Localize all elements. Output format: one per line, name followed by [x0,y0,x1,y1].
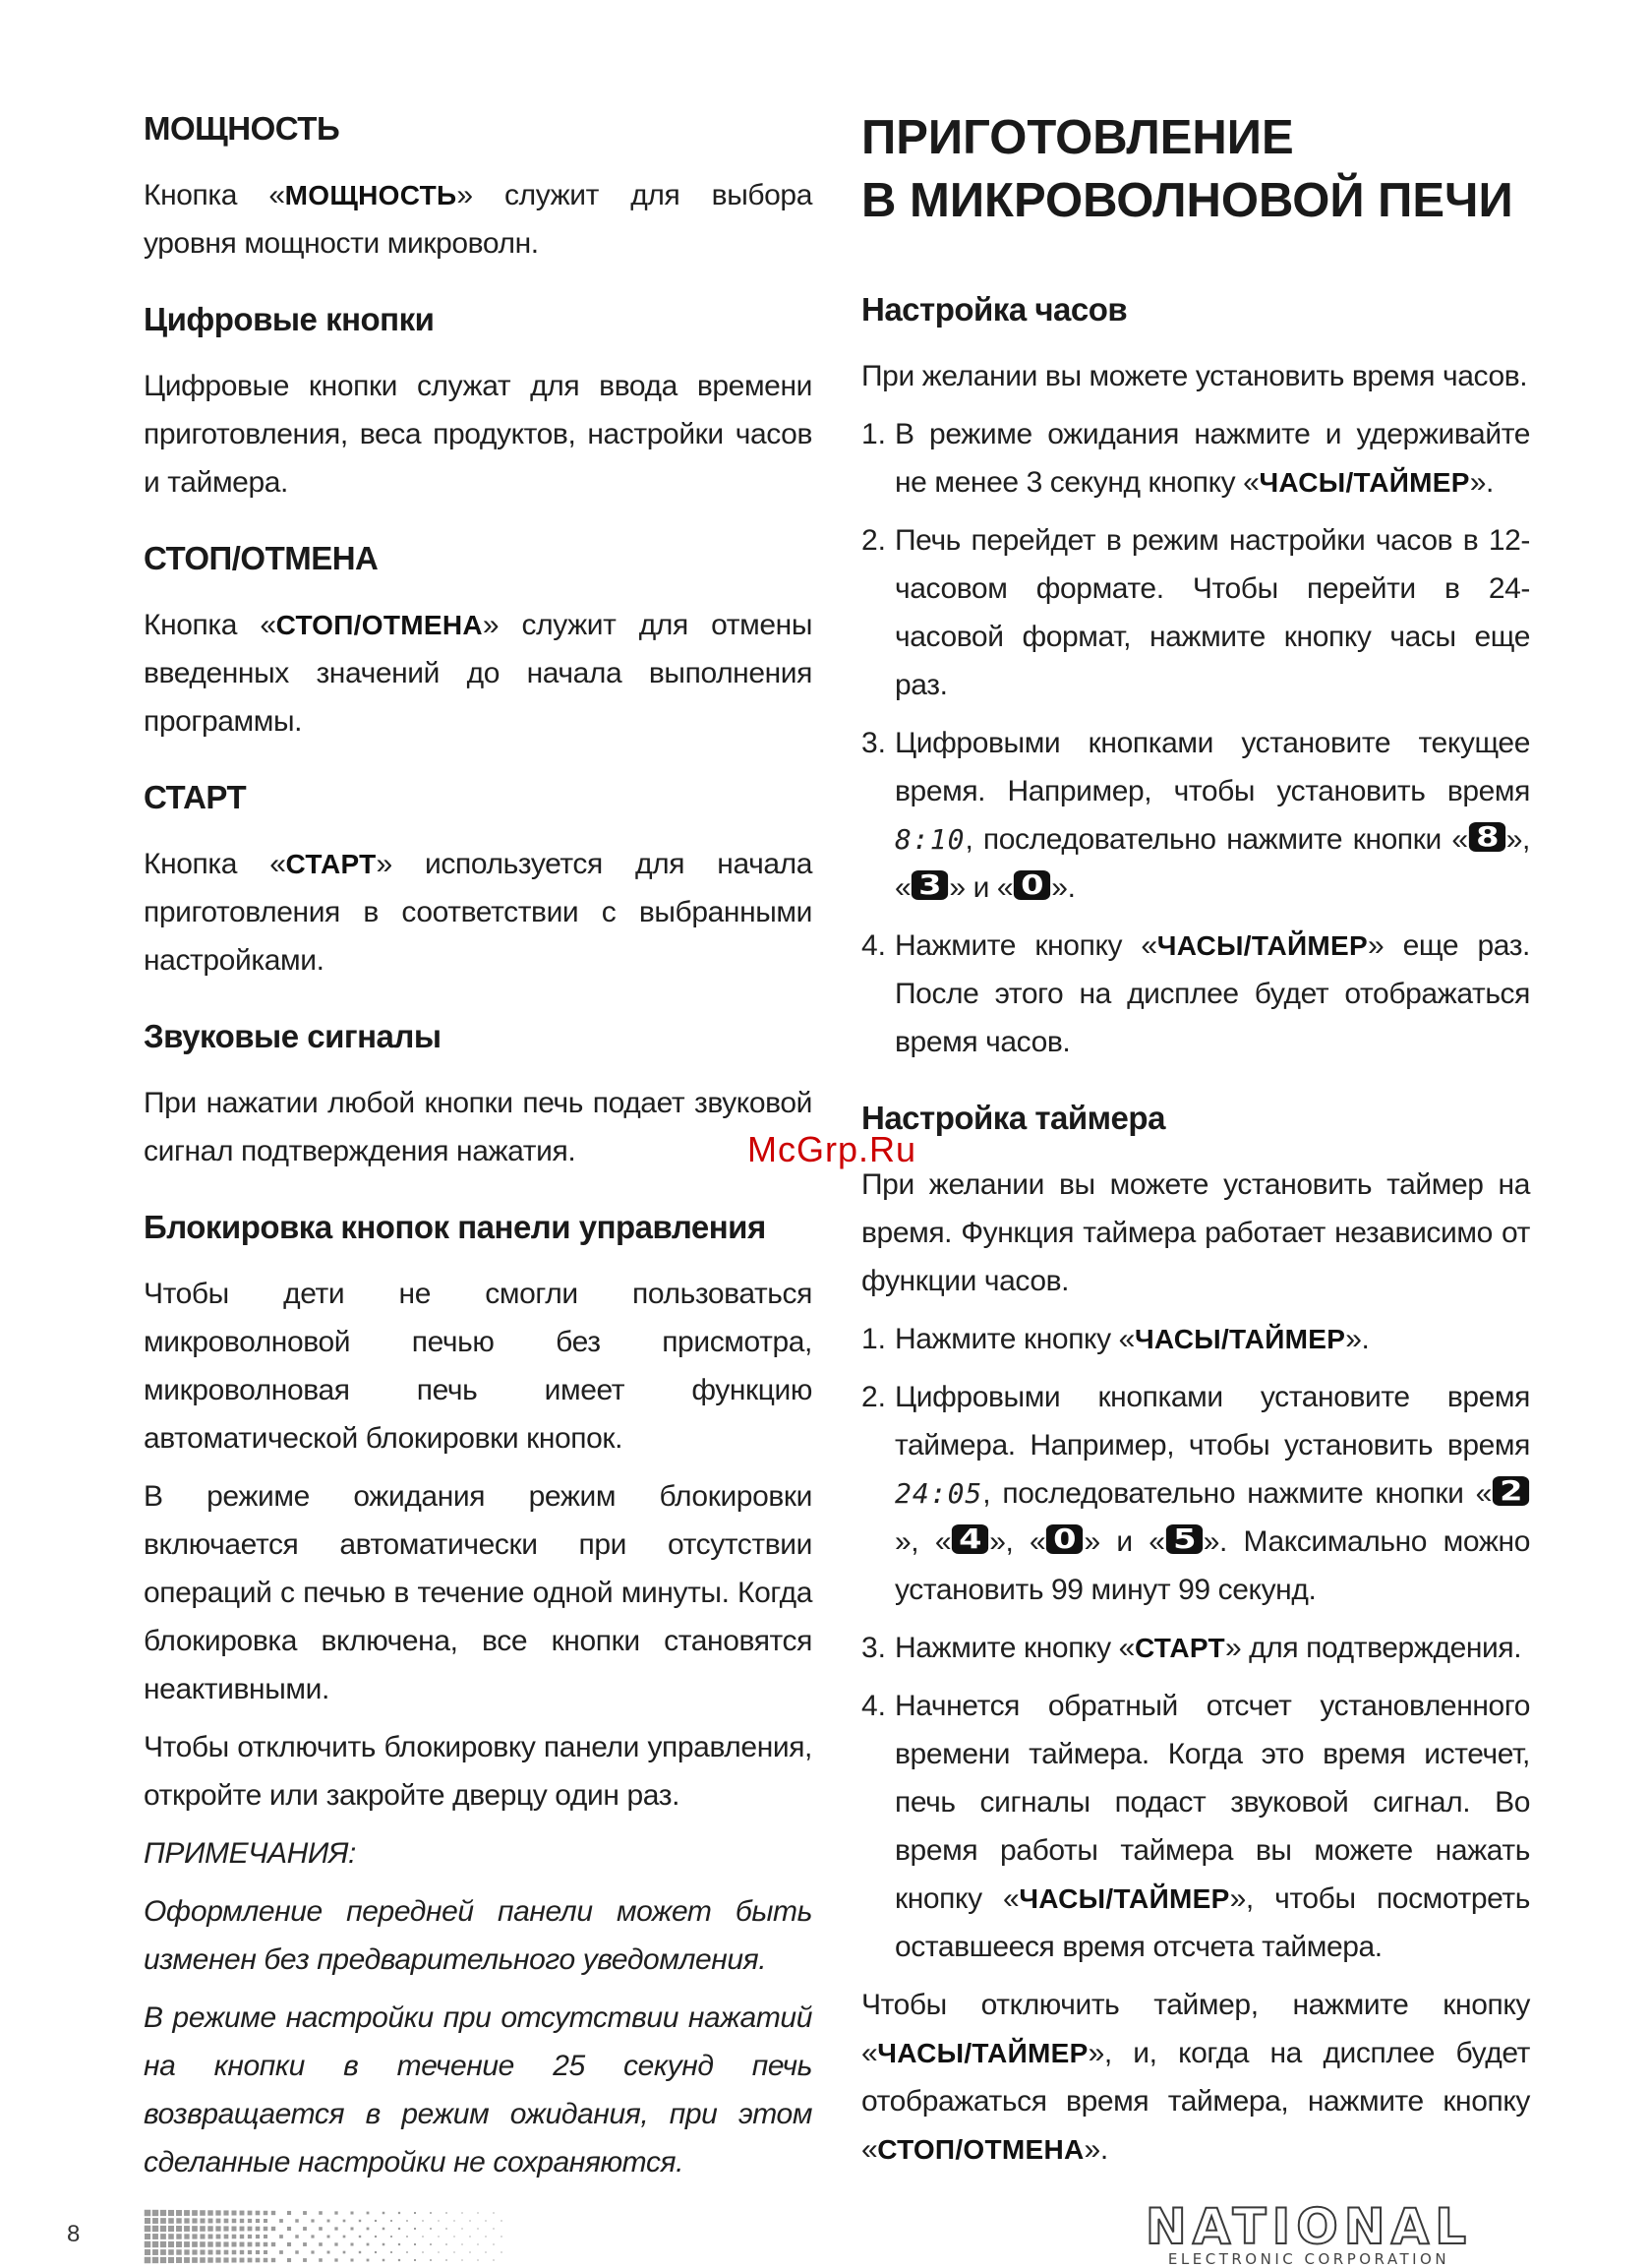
digit-button-glyph: 8 [1469,822,1505,852]
section-heading-stop: СТОП/ОТМЕНА [144,540,379,576]
stop-key-label: СТОП/ОТМЕНА [877,2134,1085,2165]
list-item: 3. Цифровыми кнопками установите текущее время. Например, чтобы установить время 8:10, последовательно нажмите кнопки « 8 », « 3 » и « 0 ». [861,727,1530,904]
digits-text: Цифровые кнопки служат для ввода времени приготовления, веса продуктов, настройки часов и таймера. [144,370,812,499]
sound-text: При нажатии любой кнопки печь подает звуковой сигнал подтверждения нажатия. [144,1087,812,1167]
power-key-label: МОЩНОСТЬ [284,180,457,210]
digit-button-glyph: 0 [1014,870,1050,900]
watermark-text[interactable]: McGrp.Ru [747,1129,917,1169]
stop-key-label: СТОП/ОТМЕНА [275,610,483,640]
digit-button-glyph: 0 [1046,1524,1083,1554]
section-heading-clock: Настройка часов [861,291,1128,328]
notes-title: ПРИМЕЧАНИЯ: [144,1837,356,1870]
page-title-line-1: ПРИГОТОВЛЕНИЕ [861,111,1294,164]
section-heading-digits: Цифровые кнопки [144,301,435,337]
start-key-label: СТАРТ [1134,1633,1225,1663]
digit-button-glyph: 3 [912,870,948,900]
clock-intro: При желании вы можете установить время часов. [861,360,1528,392]
brand-logo [1107,2198,1510,2268]
section-heading-timer: Настройка таймера [861,1100,1165,1136]
list-item: 4. Нажмите кнопку «ЧАСЫ/ТАЙМЕР» еще раз. После этого на дисплее будет отображаться время часов. [861,929,1530,1058]
timer-outro: Чтобы отключить таймер, нажмите кнопку «ЧАСЫ/ТАЙМЕР», и, когда на дисплее будет отображаться время таймера, нажмите кнопку «СТОП/ОТМЕНА». [861,1989,1530,2166]
display-time-example: 24:05 [895,1477,983,1510]
list-item: 1. В режиме ожидания нажмите и удерживайте не менее 3 секунд кнопку «ЧАСЫ/ТАЙМЕР». [861,418,1530,499]
brand-logo-wordmark: NATIONAL [1145,2198,1473,2255]
dot-pattern-decoration [144,2205,517,2268]
section-heading-start: СТАРТ [144,779,247,815]
timer-steps [861,1315,1530,1971]
clock-timer-key-label: ЧАСЫ/ТАЙМЕР [1259,467,1470,498]
brand-logo-subtitle: ELECTRONIC CORPORATION [1167,2250,1450,2268]
clock-steps [861,410,1530,1066]
list-item: 1. Нажмите кнопку «ЧАСЫ/ТАЙМЕР». [861,1323,1370,1355]
start-key-label: СТАРТ [285,849,377,879]
list-item: 2. Цифровыми кнопками установите время таймера. Например, чтобы установить время 24:05, последовательно нажмите кнопки « 2», « 4 », « 0 » и « 5 ». Максимально можно установить 99 минут 99 секунд. [861,1381,1530,1606]
note-2: В режиме настройки при отсутствии нажатий на кнопки в течение 25 секунд печь возвращается в режим ожидания, при этом сделанные настройки не сохраняются. [144,2001,812,2178]
clock-timer-key-label: ЧАСЫ/ТАЙМЕР [1134,1324,1346,1354]
digit-button-glyph: 4 [952,1524,988,1554]
clock-timer-key-label: ЧАСЫ/ТАЙМЕР [1156,930,1368,961]
digit-button-glyph: 5 [1166,1524,1203,1554]
left-column [144,106,812,2196]
display-time-example: 8:10 [895,823,966,856]
clock-timer-key-label: ЧАСЫ/ТАЙМЕР [1019,1883,1230,1914]
section-heading-lock: Блокировка кнопок панели управления [144,1209,766,1245]
digit-button-glyph: 2 [1493,1476,1529,1506]
lock-paragraph-1: Чтобы дети не смогли пользоваться микроволновой печью без присмотра, микроволновая печь имеет функцию автоматической блокировки кнопок. [144,1278,812,1455]
timer-intro: При желании вы можете установить таймер на время. Функция таймера работает независимо от функции часов. [861,1168,1530,1297]
section-heading-power: МОЩНОСТЬ [144,110,340,147]
start-text: Кнопка «СТАРТ» используется для начала приготовления в соответствии с выбранными настройками. [144,848,813,977]
list-item: 3. Нажмите кнопку «СТАРТ» для подтверждения. [861,1632,1522,1664]
page-number: 8 [67,2221,81,2247]
page-footer [0,2193,1650,2266]
list-item: 2. Печь перейдет в режим настройки часов в 12-часовом формате. Чтобы перейти в 24-часовой формат, нажмите кнопку часы еще раз. [861,524,1530,701]
section-heading-sound: Звуковые сигналы [144,1018,442,1054]
lock-paragraph-2: В режиме ожидания режим блокировки включается автоматически при отсутствии операций с печью в течение одной минуты. Когда блокировка включена, все кнопки становятся неактивными. [144,1480,812,1705]
clock-timer-key-label: ЧАСЫ/ТАЙМЕР [877,2038,1089,2068]
list-item: 4. Начнется обратный отсчет установленного времени таймера. Когда это время истечет, печь сигналы подаст звуковой сигнал. Во время работы таймера вы можете нажать кнопку «ЧАСЫ/ТАЙМЕР», чтобы посмотреть оставшееся время отсчета таймера. [861,1690,1531,1963]
page-title [861,106,1530,232]
stop-text: Кнопка «СТОП/ОТМЕНА» служит для отмены введенных значений до начала выполнения программы. [144,609,812,738]
right-column [861,106,1530,2183]
note-1: Оформление передней панели может быть изменен без предварительного уведомления. [144,1895,812,1976]
lock-paragraph-3: Чтобы отключить блокировку панели управления, откройте или закройте дверцу один раз. [144,1731,812,1812]
power-text: Кнопка «МОЩНОСТЬ» служит для выбора уровня мощности микроволн. [144,179,812,260]
page-title-line-2: В МИКРОВОЛНОВОЙ ПЕЧИ [861,174,1513,227]
